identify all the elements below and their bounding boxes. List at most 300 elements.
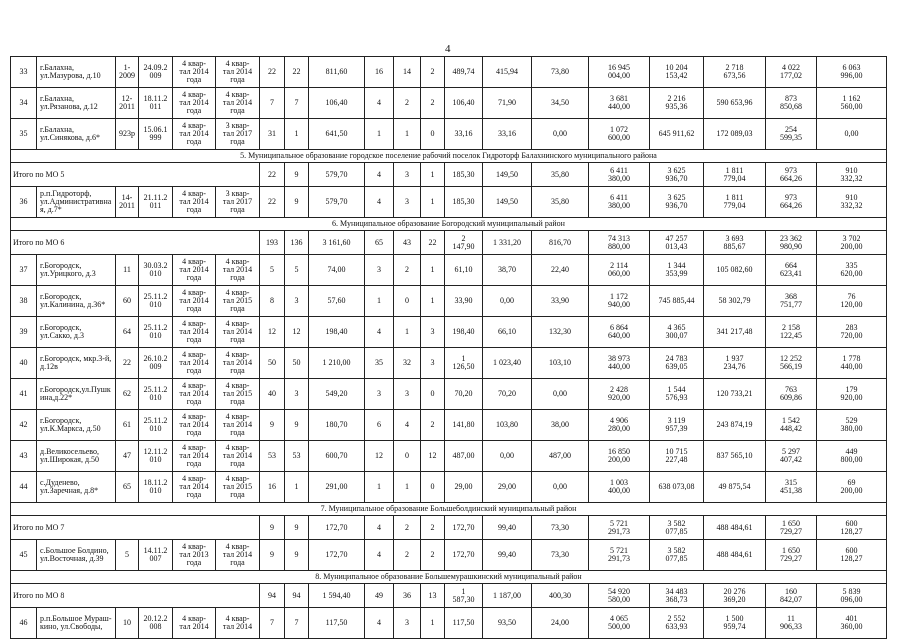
cell-c10: 4 xyxy=(365,540,394,571)
cell-c8: 9 xyxy=(285,516,309,540)
cell-c12: 2 xyxy=(421,410,445,441)
cell-c9: 1 210,00 xyxy=(309,348,365,379)
cell-c13: 198,40 xyxy=(445,317,483,348)
cell-c14: 1 187,00 xyxy=(483,584,532,608)
cell-c7: 7 xyxy=(260,88,285,119)
cell-c20: 283 720,00 xyxy=(817,317,887,348)
cell-c11: 3 xyxy=(394,379,421,410)
cell-num: 41 xyxy=(11,379,37,410)
cell-c15: 24,00 xyxy=(532,608,589,639)
cell-c9: 172,70 xyxy=(309,540,365,571)
cell-c11: 0 xyxy=(394,286,421,317)
cell-plan_start: 4 квар- тал 2014 года xyxy=(173,472,216,503)
cell-c16: 6 411 380,00 xyxy=(589,187,650,218)
cell-c16: 16 945 004,00 xyxy=(589,57,650,88)
total-row xyxy=(11,516,887,540)
cell-c9: 600,70 xyxy=(309,441,365,472)
cell-c13: 185,30 xyxy=(445,163,483,187)
cell-c20: 76 120,00 xyxy=(817,286,887,317)
cell-c8: 9 xyxy=(285,410,309,441)
cell-c13: 2 147,90 xyxy=(445,231,483,255)
cell-c13: 172,70 xyxy=(445,516,483,540)
cell-year: 22 xyxy=(116,348,139,379)
cell-c19: 368 751,77 xyxy=(766,286,817,317)
cell-c17: 3 625 936,70 xyxy=(650,163,704,187)
cell-c14: 99,40 xyxy=(483,540,532,571)
cell-c18: 1 937 234,76 xyxy=(704,348,766,379)
cell-c12: 0 xyxy=(421,119,445,150)
cell-c16: 3 681 440,00 xyxy=(589,88,650,119)
cell-c9: 579,70 xyxy=(309,163,365,187)
cell-c11: 3 xyxy=(394,163,421,187)
cell-plan_end: 4 квар- тал 2014 года xyxy=(216,540,260,571)
cell-c16: 38 973 440,00 xyxy=(589,348,650,379)
cell-num: 38 xyxy=(11,286,37,317)
cell-year: 64 xyxy=(116,317,139,348)
cell-year: 14- 2011 xyxy=(116,187,139,218)
cell-date: 25.11.2 010 xyxy=(139,379,173,410)
table-row xyxy=(11,540,887,571)
cell-c8: 12 xyxy=(285,317,309,348)
cell-c18: 105 082,60 xyxy=(704,255,766,286)
cell-c20: 529 380,00 xyxy=(817,410,887,441)
cell-c10: 4 xyxy=(365,608,394,639)
cell-c18: 2 718 673,56 xyxy=(704,57,766,88)
cell-c14: 29,00 xyxy=(483,472,532,503)
cell-c11: 43 xyxy=(394,231,421,255)
cell-c8: 50 xyxy=(285,348,309,379)
cell-date: 18.11.2 010 xyxy=(139,472,173,503)
cell-c17: 3 625 936,70 xyxy=(650,187,704,218)
cell-c14: 0,00 xyxy=(483,286,532,317)
cell-c13: 106,40 xyxy=(445,88,483,119)
cell-plan_end: 4 квар- тал 2015 года xyxy=(216,472,260,503)
cell-c17: 10 715 227,48 xyxy=(650,441,704,472)
table-row xyxy=(11,348,887,379)
cell-plan_start: 4 квар- тал 2014 года xyxy=(173,119,216,150)
cell-c12: 2 xyxy=(421,88,445,119)
cell-year: 10 xyxy=(116,608,139,639)
cell-c17: 638 073,08 xyxy=(650,472,704,503)
cell-plan_end: 4 квар- тал 2014 года xyxy=(216,255,260,286)
cell-c10: 4 xyxy=(365,516,394,540)
section-header-row xyxy=(11,503,887,516)
cell-c9: 57,60 xyxy=(309,286,365,317)
cell-c12: 2 xyxy=(421,540,445,571)
section-title: 7. Муниципальное образование Большеболдинский муниципальный район xyxy=(11,503,887,516)
cell-c15: 400,30 xyxy=(532,584,589,608)
cell-c7: 5 xyxy=(260,255,285,286)
cell-plan_start: 4 квар- тал 2014 года xyxy=(173,88,216,119)
cell-c19: 1 650 729,27 xyxy=(766,516,817,540)
cell-c7: 53 xyxy=(260,441,285,472)
table-row xyxy=(11,57,887,88)
cell-c13: 172,70 xyxy=(445,540,483,571)
cell-year: 923р xyxy=(116,119,139,150)
cell-c18: 590 653,96 xyxy=(704,88,766,119)
cell-c16: 5 721 291,73 xyxy=(589,516,650,540)
cell-c7: 9 xyxy=(260,540,285,571)
cell-c10: 35 xyxy=(365,348,394,379)
cell-c8: 5 xyxy=(285,255,309,286)
cell-c12: 1 xyxy=(421,187,445,218)
cell-plan_end: 3 квар- тал 2017 года xyxy=(216,187,260,218)
cell-c15: 33,90 xyxy=(532,286,589,317)
cell-c11: 36 xyxy=(394,584,421,608)
cell-c7: 22 xyxy=(260,163,285,187)
cell-c9: 180,70 xyxy=(309,410,365,441)
cell-c12: 3 xyxy=(421,348,445,379)
cell-c12: 0 xyxy=(421,379,445,410)
table-row xyxy=(11,608,887,639)
cell-c18: 172 089,03 xyxy=(704,119,766,150)
cell-plan_end: 4 квар- тал 2014 года xyxy=(216,441,260,472)
cell-c14: 103,80 xyxy=(483,410,532,441)
cell-c14: 1 023,40 xyxy=(483,348,532,379)
cell-plan_end: 4 квар- тал 2014 года xyxy=(216,410,260,441)
cell-c15: 103,10 xyxy=(532,348,589,379)
cell-c11: 1 xyxy=(394,119,421,150)
cell-num: 36 xyxy=(11,187,37,218)
cell-c9: 74,00 xyxy=(309,255,365,286)
cell-c13: 33,16 xyxy=(445,119,483,150)
cell-c12: 22 xyxy=(421,231,445,255)
cell-c8: 94 xyxy=(285,584,309,608)
cell-c8: 3 xyxy=(285,379,309,410)
table-row xyxy=(11,379,887,410)
cell-c12: 1 xyxy=(421,163,445,187)
total-row xyxy=(11,163,887,187)
cell-plan_start: 4 квар- тал 2014 года xyxy=(173,286,216,317)
cell-c10: 16 xyxy=(365,57,394,88)
cell-num: 42 xyxy=(11,410,37,441)
cell-c18: 341 217,48 xyxy=(704,317,766,348)
cell-c8: 136 xyxy=(285,231,309,255)
cell-c17: 3 582 077,85 xyxy=(650,540,704,571)
cell-num: 40 xyxy=(11,348,37,379)
cell-c7: 22 xyxy=(260,57,285,88)
cell-year: 65 xyxy=(116,472,139,503)
cell-c18: 1 500 959,74 xyxy=(704,608,766,639)
cell-plan_start: 4 квар- тал 2014 года xyxy=(173,441,216,472)
cell-c14: 38,70 xyxy=(483,255,532,286)
section-header-row xyxy=(11,571,887,584)
cell-c14: 93,50 xyxy=(483,608,532,639)
resettlement-program-table xyxy=(10,56,887,639)
cell-c20: 449 800,00 xyxy=(817,441,887,472)
cell-c18: 49 875,54 xyxy=(704,472,766,503)
cell-address: г.Богородск, ул.Калинина, д.36* xyxy=(37,286,116,317)
cell-c17: 10 204 153,42 xyxy=(650,57,704,88)
cell-c16: 6 864 640,00 xyxy=(589,317,650,348)
cell-c8: 3 xyxy=(285,286,309,317)
cell-c13: 61,10 xyxy=(445,255,483,286)
cell-c17: 2 552 633,93 xyxy=(650,608,704,639)
cell-c16: 74 313 880,00 xyxy=(589,231,650,255)
cell-c16: 16 850 200,00 xyxy=(589,441,650,472)
table-row xyxy=(11,286,887,317)
cell-c15: 132,30 xyxy=(532,317,589,348)
page-number: 4 xyxy=(445,43,451,55)
cell-c8: 9 xyxy=(285,187,309,218)
cell-c9: 1 594,40 xyxy=(309,584,365,608)
cell-c9: 172,70 xyxy=(309,516,365,540)
cell-c7: 22 xyxy=(260,187,285,218)
cell-plan_end: 4 квар- тал 2014 года xyxy=(216,348,260,379)
cell-plan_end: 3 квар- тал 2017 года xyxy=(216,119,260,150)
cell-c17: 745 885,44 xyxy=(650,286,704,317)
cell-c9: 198,40 xyxy=(309,317,365,348)
cell-c7: 12 xyxy=(260,317,285,348)
cell-address: г.Балахна, ул.Синякова, д.6* xyxy=(37,119,116,150)
cell-c11: 3 xyxy=(394,187,421,218)
cell-plan_start: 4 квар- тал 2014 года xyxy=(173,379,216,410)
cell-c10: 49 xyxy=(365,584,394,608)
cell-c10: 1 xyxy=(365,119,394,150)
cell-c10: 6 xyxy=(365,410,394,441)
cell-date: 24.09.2 009 xyxy=(139,57,173,88)
cell-c19: 2 158 122,45 xyxy=(766,317,817,348)
cell-plan_end: 4 квар- тал 2015 года xyxy=(216,379,260,410)
cell-date: 14.11.2 007 xyxy=(139,540,173,571)
cell-c13: 141,80 xyxy=(445,410,483,441)
cell-c14: 149,50 xyxy=(483,187,532,218)
cell-c19: 12 252 566,19 xyxy=(766,348,817,379)
cell-year: 62 xyxy=(116,379,139,410)
cell-address: с.Большое Болдино, ул.Восточная, д.39 xyxy=(37,540,116,571)
cell-c20: 179 920,00 xyxy=(817,379,887,410)
cell-c16: 4 906 280,00 xyxy=(589,410,650,441)
cell-date: 26.10.2 009 xyxy=(139,348,173,379)
cell-c10: 65 xyxy=(365,231,394,255)
cell-plan_end: 4 квар- тал 2014 года xyxy=(216,57,260,88)
total-label: Итого по МО 6 xyxy=(11,231,260,255)
table-row xyxy=(11,255,887,286)
cell-c11: 2 xyxy=(394,516,421,540)
cell-c7: 31 xyxy=(260,119,285,150)
cell-c19: 973 664,26 xyxy=(766,187,817,218)
cell-address: р.п.Большое Мураш- кино, ул.Свободы, xyxy=(37,608,116,639)
cell-c18: 488 484,61 xyxy=(704,516,766,540)
cell-c7: 40 xyxy=(260,379,285,410)
cell-c13: 489,74 xyxy=(445,57,483,88)
cell-c18: 120 733,21 xyxy=(704,379,766,410)
cell-plan_end: 4 квар- тал 2015 года xyxy=(216,286,260,317)
cell-c19: 873 850,68 xyxy=(766,88,817,119)
cell-num: 34 xyxy=(11,88,37,119)
cell-c9: 641,50 xyxy=(309,119,365,150)
cell-c15: 34,50 xyxy=(532,88,589,119)
cell-c17: 1 544 576,93 xyxy=(650,379,704,410)
total-row xyxy=(11,584,887,608)
cell-c18: 488 484,61 xyxy=(704,540,766,571)
cell-c7: 8 xyxy=(260,286,285,317)
cell-c16: 5 721 291,73 xyxy=(589,540,650,571)
cell-year: 61 xyxy=(116,410,139,441)
cell-num: 43 xyxy=(11,441,37,472)
cell-c16: 4 065 500,00 xyxy=(589,608,650,639)
cell-c19: 1 650 729,27 xyxy=(766,540,817,571)
cell-c17: 34 483 368,73 xyxy=(650,584,704,608)
cell-address: с.Дуденево, ул.Заречная, д.8* xyxy=(37,472,116,503)
cell-c15: 73,80 xyxy=(532,57,589,88)
cell-c10: 4 xyxy=(365,317,394,348)
cell-c9: 3 161,60 xyxy=(309,231,365,255)
cell-c20: 401 360,00 xyxy=(817,608,887,639)
cell-date: 30.03.2 010 xyxy=(139,255,173,286)
cell-c7: 193 xyxy=(260,231,285,255)
cell-c8: 53 xyxy=(285,441,309,472)
cell-c18: 20 276 369,20 xyxy=(704,584,766,608)
cell-c16: 54 920 580,00 xyxy=(589,584,650,608)
cell-plan_start: 4 квар- тал 2014 года xyxy=(173,317,216,348)
cell-c14: 99,40 xyxy=(483,516,532,540)
cell-c17: 645 911,62 xyxy=(650,119,704,150)
cell-c17: 1 344 353,99 xyxy=(650,255,704,286)
cell-c17: 3 119 957,39 xyxy=(650,410,704,441)
cell-c12: 0 xyxy=(421,472,445,503)
cell-c16: 2 114 060,00 xyxy=(589,255,650,286)
cell-address: г.Богородск, ул.К.Маркса, д.50 xyxy=(37,410,116,441)
cell-c11: 2 xyxy=(394,540,421,571)
total-label: Итого по МО 7 xyxy=(11,516,260,540)
cell-c19: 5 297 407,42 xyxy=(766,441,817,472)
section-title: 6. Муниципальное образование Богородский муниципальный район xyxy=(11,218,887,231)
cell-c14: 66,10 xyxy=(483,317,532,348)
table-row xyxy=(11,317,887,348)
cell-c9: 291,00 xyxy=(309,472,365,503)
cell-c11: 2 xyxy=(394,255,421,286)
cell-c11: 2 xyxy=(394,88,421,119)
cell-c15: 38,00 xyxy=(532,410,589,441)
cell-num: 39 xyxy=(11,317,37,348)
cell-year: 12- 2011 xyxy=(116,88,139,119)
cell-c14: 1 331,20 xyxy=(483,231,532,255)
cell-c8: 1 xyxy=(285,119,309,150)
cell-c19: 973 664,26 xyxy=(766,163,817,187)
cell-c12: 13 xyxy=(421,584,445,608)
cell-c10: 4 xyxy=(365,163,394,187)
section-title: 8. Муниципальное образование Большемурашкинский муниципальный район xyxy=(11,571,887,584)
cell-c7: 7 xyxy=(260,608,285,639)
cell-c14: 149,50 xyxy=(483,163,532,187)
section-title: 5. Муниципальное образование городское поселение рабочий поселок Гидроторф Балахнинского муниципального района xyxy=(11,150,887,163)
cell-c17: 24 783 639,05 xyxy=(650,348,704,379)
cell-date: 25.11.2 010 xyxy=(139,410,173,441)
cell-c13: 1 126,50 xyxy=(445,348,483,379)
cell-c19: 664 623,41 xyxy=(766,255,817,286)
cell-plan_start: 4 квар- тал 2014 года xyxy=(173,187,216,218)
cell-address: г.Богородск,ул.Пушк ина,д.22* xyxy=(37,379,116,410)
cell-address: г.Балахна, ул.Рязанова, д.12 xyxy=(37,88,116,119)
cell-c7: 94 xyxy=(260,584,285,608)
cell-plan_start: 4 квар- тал 2014 года xyxy=(173,410,216,441)
cell-c13: 70,20 xyxy=(445,379,483,410)
cell-year: 60 xyxy=(116,286,139,317)
cell-c20: 335 620,00 xyxy=(817,255,887,286)
cell-c11: 3 xyxy=(394,608,421,639)
cell-year: 11 xyxy=(116,255,139,286)
cell-address: г.Богородск, ул.Сакко, д.3 xyxy=(37,317,116,348)
cell-c10: 4 xyxy=(365,88,394,119)
cell-year: 47 xyxy=(116,441,139,472)
cell-c18: 243 874,19 xyxy=(704,410,766,441)
cell-date: 15.06.1 999 xyxy=(139,119,173,150)
cell-c15: 0,00 xyxy=(532,119,589,150)
cell-date: 25.11.2 010 xyxy=(139,317,173,348)
table-row xyxy=(11,187,887,218)
cell-plan_start: 4 квар- тал 2014 xyxy=(173,608,216,639)
cell-c16: 1 072 600,00 xyxy=(589,119,650,150)
cell-c13: 1 587,30 xyxy=(445,584,483,608)
total-row xyxy=(11,231,887,255)
cell-c8: 22 xyxy=(285,57,309,88)
cell-plan_end: 4 квар- тал 2014 xyxy=(216,608,260,639)
cell-c12: 1 xyxy=(421,255,445,286)
cell-c14: 33,16 xyxy=(483,119,532,150)
cell-c10: 1 xyxy=(365,472,394,503)
cell-c15: 487,00 xyxy=(532,441,589,472)
cell-c10: 3 xyxy=(365,255,394,286)
cell-c11: 1 xyxy=(394,317,421,348)
total-label: Итого по МО 5 xyxy=(11,163,260,187)
cell-c8: 9 xyxy=(285,163,309,187)
cell-c15: 73,30 xyxy=(532,540,589,571)
cell-c19: 23 362 980,90 xyxy=(766,231,817,255)
cell-year: 5 xyxy=(116,540,139,571)
cell-c13: 29,00 xyxy=(445,472,483,503)
cell-c19: 160 842,07 xyxy=(766,584,817,608)
cell-c11: 4 xyxy=(394,410,421,441)
cell-c13: 117,50 xyxy=(445,608,483,639)
cell-c14: 71,90 xyxy=(483,88,532,119)
cell-c12: 12 xyxy=(421,441,445,472)
cell-address: р.п.Гидроторф, ул.Административна я, д.7* xyxy=(37,187,116,218)
cell-c12: 2 xyxy=(421,516,445,540)
cell-c17: 2 216 935,36 xyxy=(650,88,704,119)
cell-c19: 11 906,33 xyxy=(766,608,817,639)
cell-c9: 811,60 xyxy=(309,57,365,88)
cell-c12: 2 xyxy=(421,57,445,88)
table-row xyxy=(11,472,887,503)
cell-date: 18.11.2 011 xyxy=(139,88,173,119)
cell-c17: 4 365 300,07 xyxy=(650,317,704,348)
section-header-row xyxy=(11,218,887,231)
cell-c14: 0,00 xyxy=(483,441,532,472)
cell-c15: 73,30 xyxy=(532,516,589,540)
cell-plan_start: 4 квар- тал 2013 года xyxy=(173,540,216,571)
cell-c15: 22,40 xyxy=(532,255,589,286)
cell-c8: 7 xyxy=(285,88,309,119)
table-row xyxy=(11,119,887,150)
cell-c14: 70,20 xyxy=(483,379,532,410)
cell-c13: 185,30 xyxy=(445,187,483,218)
cell-c20: 6 063 996,00 xyxy=(817,57,887,88)
cell-c11: 14 xyxy=(394,57,421,88)
cell-c18: 58 302,79 xyxy=(704,286,766,317)
cell-plan_start: 4 квар- тал 2014 года xyxy=(173,348,216,379)
cell-c20: 910 332,32 xyxy=(817,163,887,187)
cell-c9: 106,40 xyxy=(309,88,365,119)
cell-c11: 0 xyxy=(394,441,421,472)
cell-c16: 2 428 920,00 xyxy=(589,379,650,410)
cell-c12: 3 xyxy=(421,317,445,348)
cell-date: 25.11.2 010 xyxy=(139,286,173,317)
cell-c20: 0,00 xyxy=(817,119,887,150)
cell-date: 12.11.2 010 xyxy=(139,441,173,472)
cell-c20: 3 702 200,00 xyxy=(817,231,887,255)
cell-c9: 579,70 xyxy=(309,187,365,218)
